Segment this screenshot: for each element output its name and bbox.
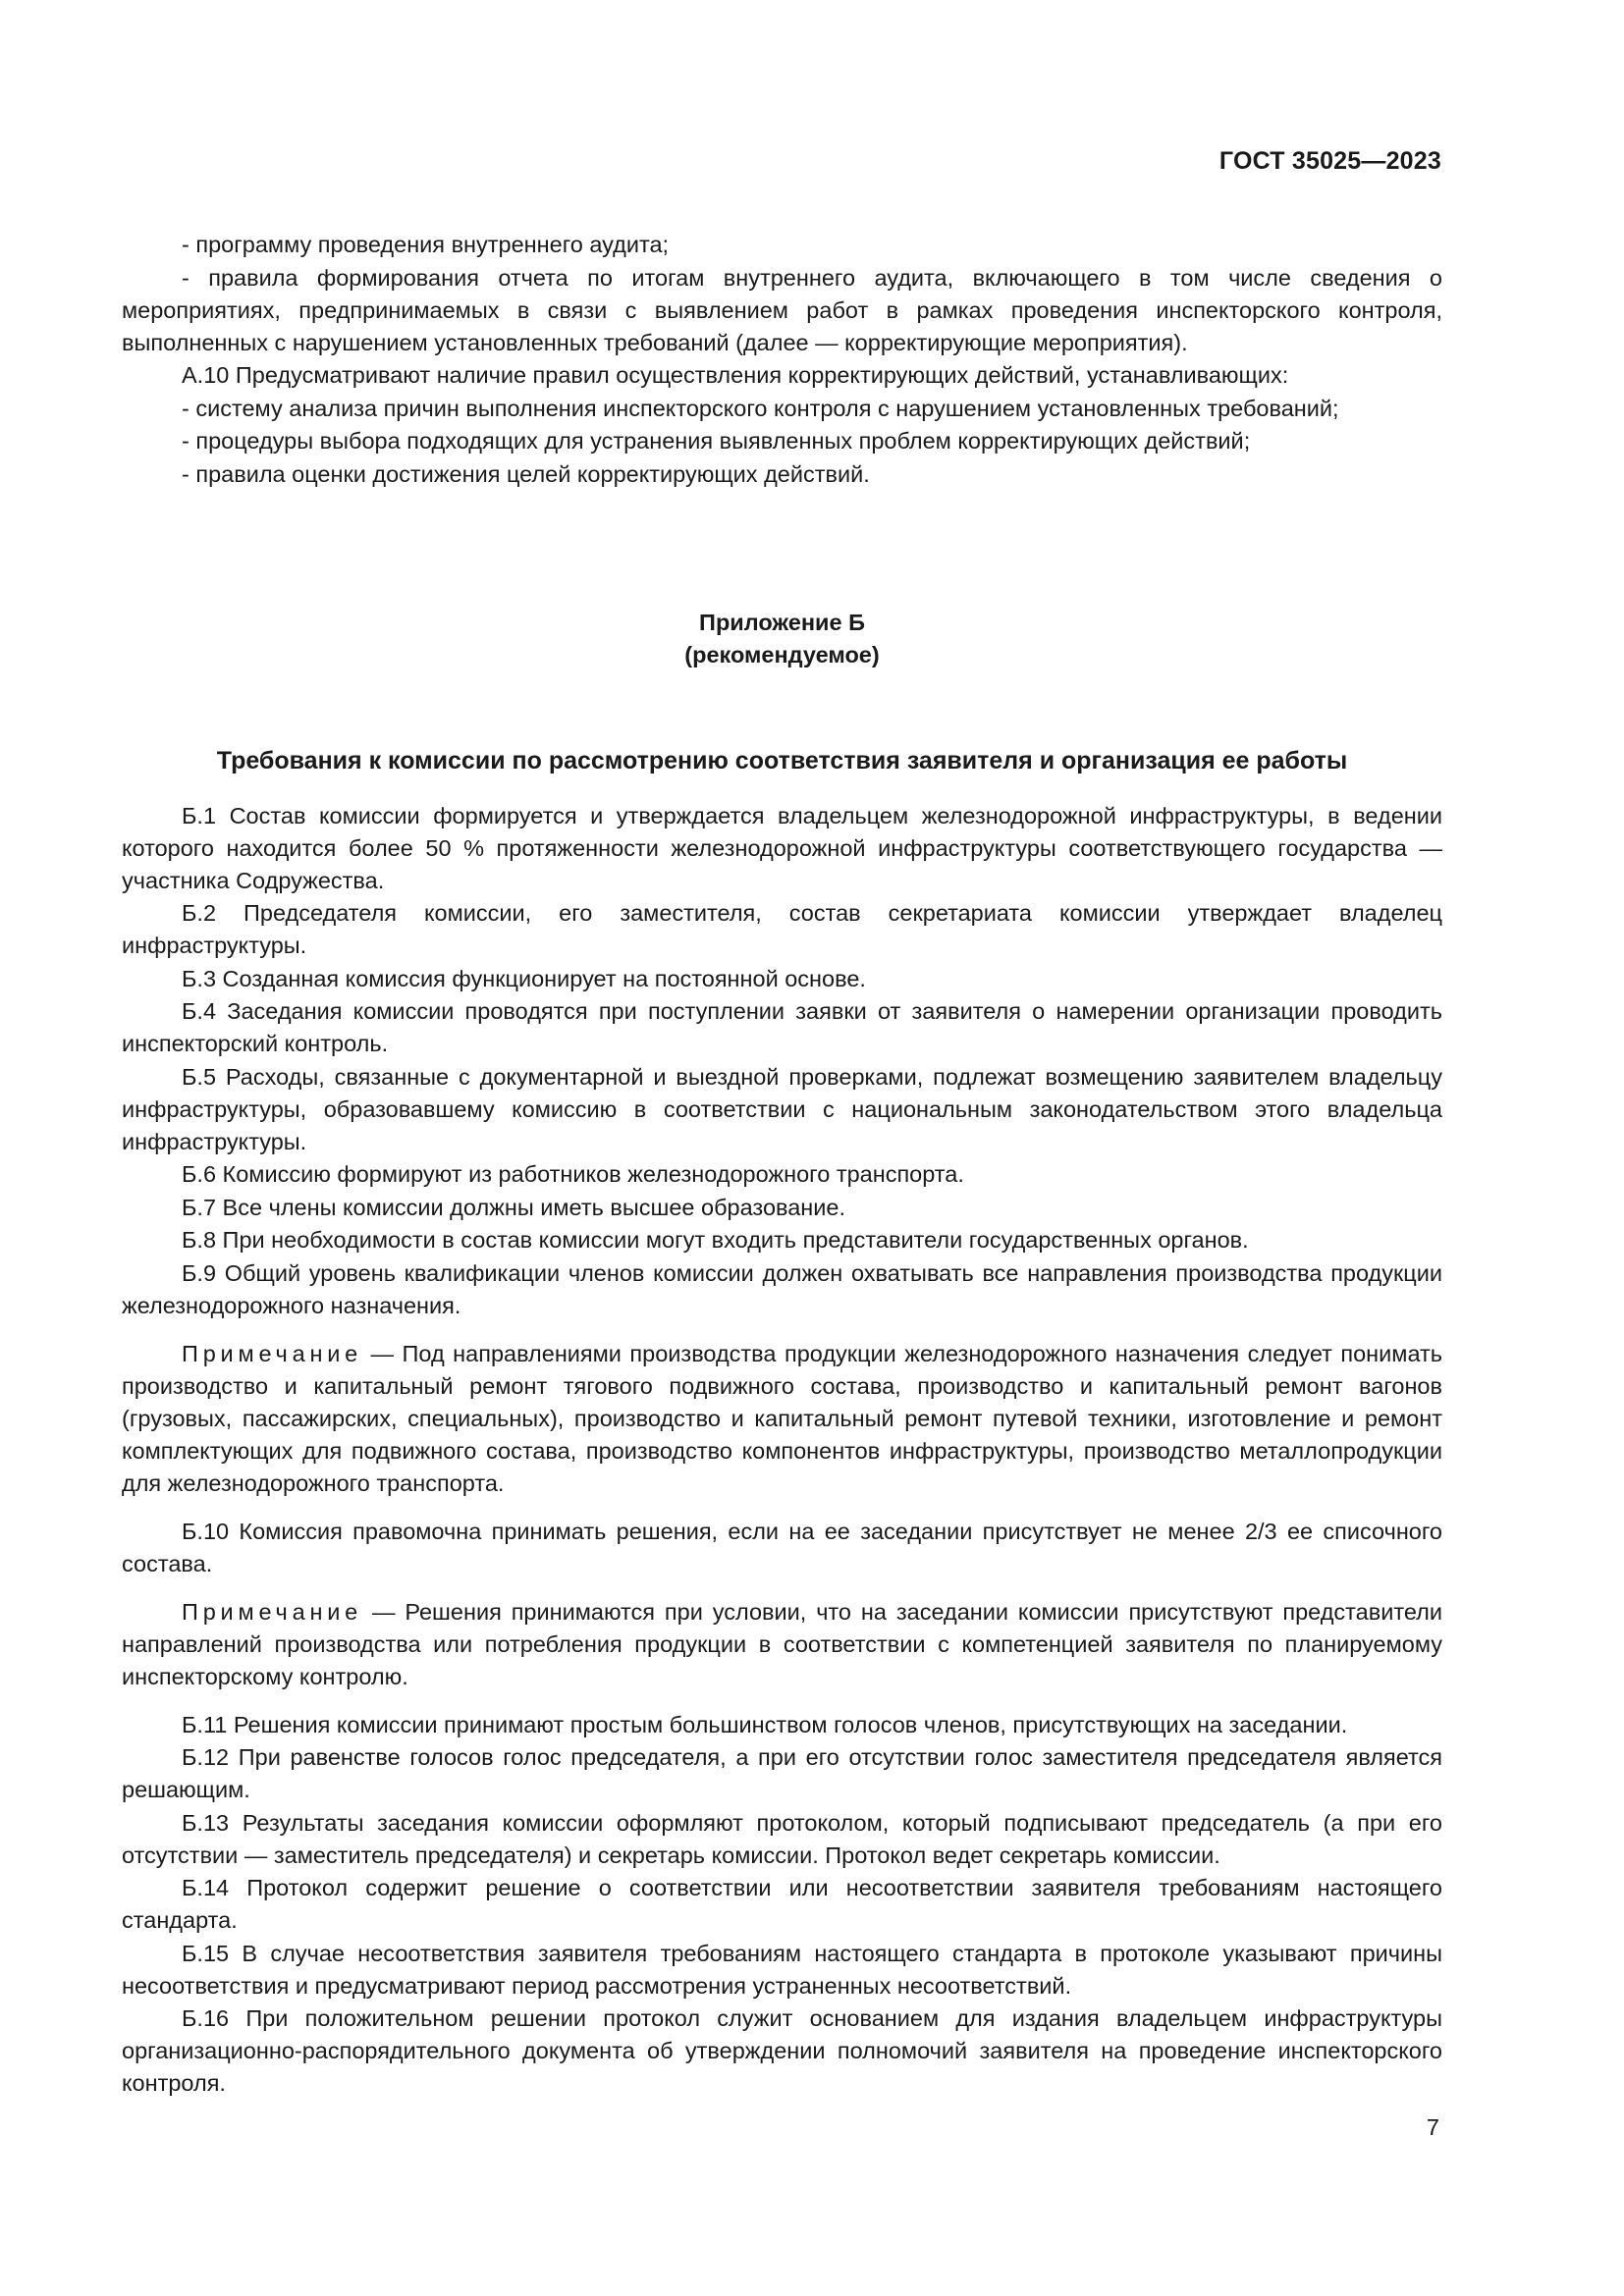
clause-b7: Б.7 Все члены комиссии должны иметь высшее образование. (182, 1194, 846, 1220)
list-item: - правила формирования отчета по итогам внутреннего аудита, включающего в том числе сведения о мероприятиях, предпринимаемых в связи с выявлением работ в рамках проведения инспекторского контроля, выполненных с нарушением установленных требований (далее — корректирующие мероприятия). (122, 264, 1442, 355)
clause-b4: Б.4 Заседания комиссии проводятся при поступлении заявки от заявителя о намерении организации проводить инспекторский контроль. (122, 998, 1442, 1056)
clause-b11: Б.11 Решения комиссии принимают простым большинством голосов членов, присутствующих на заседании. (182, 1711, 1348, 1737)
page-number: 7 (1426, 2114, 1439, 2140)
clause-b1: Б.1 Состав комиссии формируется и утверждается владельцем железнодорожной инфраструктуры, в ведении которого находится более 50 % протяженности железнодорожной инфраструктуры соответствующего государства — участника Содружества. (122, 802, 1442, 893)
clause-b5: Б.5 Расходы, связанные с документарной и выездной проверками, подлежат возмещению заявителем владельцу инфраструктуры, образовавшему комиссию в соответствии с национальным законодательством этого владельца инфраструктуры. (122, 1063, 1442, 1154)
clause-b6: Б.6 Комиссию формируют из работников железнодорожного транспорта. (182, 1161, 964, 1187)
clauses-part1 (122, 800, 1442, 1322)
clause-b2: Б.2 Председателя комиссии, его заместителя, состав секретариата комиссии утверждает владелец инфраструктуры. (122, 900, 1442, 958)
document-code: ГОСТ 35025—2023 (1218, 147, 1441, 175)
clause-b14: Б.14 Протокол содержит решение о соответствии или несоответствии заявителя требованиям настоящего стандарта. (122, 1875, 1442, 1933)
annex-status: (рекомендуемое) (684, 641, 880, 667)
annex-title: Требования к комиссии по рассмотрению соответствия заявителя и организация ее работы (216, 746, 1348, 774)
annex-heading (122, 607, 1442, 671)
clause-b12: Б.12 При равенстве голосов голос председателя, а при его отсутствии голос заместителя председателя является решающим. (122, 1744, 1442, 1802)
clause-b16: Б.16 При положительном решении протокол служит основанием для издания владельцем инфраструктуры организационно-распорядительного документа об утверждении полномочий заявителя на проведение инспекторского контроля. (122, 2005, 1442, 2096)
note-2 (122, 1596, 1442, 1693)
annex-label: Приложение Б (699, 609, 865, 635)
list-item: - программу проведения внутреннего аудита; (182, 232, 670, 257)
clause-b8: Б.8 При необходимости в состав комиссии могут входить представители государственных органов. (182, 1227, 1249, 1253)
clause-b9: Б.9 Общий уровень квалификации членов комиссии должен охватывать все направления производства продукции железнодорожного назначения. (122, 1259, 1442, 1318)
note-label: Примечание (182, 1340, 363, 1366)
note-1 (122, 1338, 1442, 1500)
clause-b15: Б.15 В случае несоответствия заявителя требованиям настоящего стандарта в протоколе указывают причины несоответствия и предусматривают период рассмотрения устраненных несоответствий. (122, 1940, 1442, 1999)
clause-b3: Б.3 Созданная комиссия функционирует на постоянной основе. (182, 965, 866, 991)
clause-b13: Б.13 Результаты заседания комиссии оформляют протоколом, который подписывают председатель (а при его отсутствии — заместитель председателя) и секретарь комиссии. Протокол ведет секретарь комиссии. (122, 1809, 1442, 1868)
note-label: Примечание (182, 1598, 363, 1625)
list-item: - правила оценки достижения целей корректирующих действий. (182, 460, 870, 487)
clause-b10: Б.10 Комиссия правомочна принимать решения, если на ее заседании присутствует не менее 2/3 ее списочного состава. (122, 1518, 1442, 1576)
clause-a10: А.10 Предусматривают наличие правил осуществления корректирующих действий, устанавливающих: (182, 362, 1289, 388)
top-section (122, 229, 1442, 491)
list-item: - систему анализа причин выполнения инспекторского контроля с нарушением установленных требований; (182, 395, 1339, 421)
note-text: — Под направлениями производства продукции железнодорожного назначения следует понимать производство и капитальный ремонт тягового подвижного состава, производство и капитальный ремонт вагонов (грузовых, пассажирских, специальных), производство и капитальный ремонт путевой техники, изготовление и ремонт комплектующих для подвижного состава, производство компонентов инфраструктуры, производство металлопродукции для железнодорожного транспорта. (122, 1340, 1442, 1496)
page-content (122, 229, 1442, 2101)
list-item: - процедуры выбора подходящих для устранения выявленных проблем корректирующих действий; (182, 428, 1251, 454)
note-text: — Решения принимаются при условии, что на заседании комиссии присутствуют представители направлений производства или потребления продукции в соответствии с компетенцией заявителя по планируемому инспекторскому контролю. (122, 1598, 1442, 1689)
clauses-part2 (122, 1709, 1442, 2101)
